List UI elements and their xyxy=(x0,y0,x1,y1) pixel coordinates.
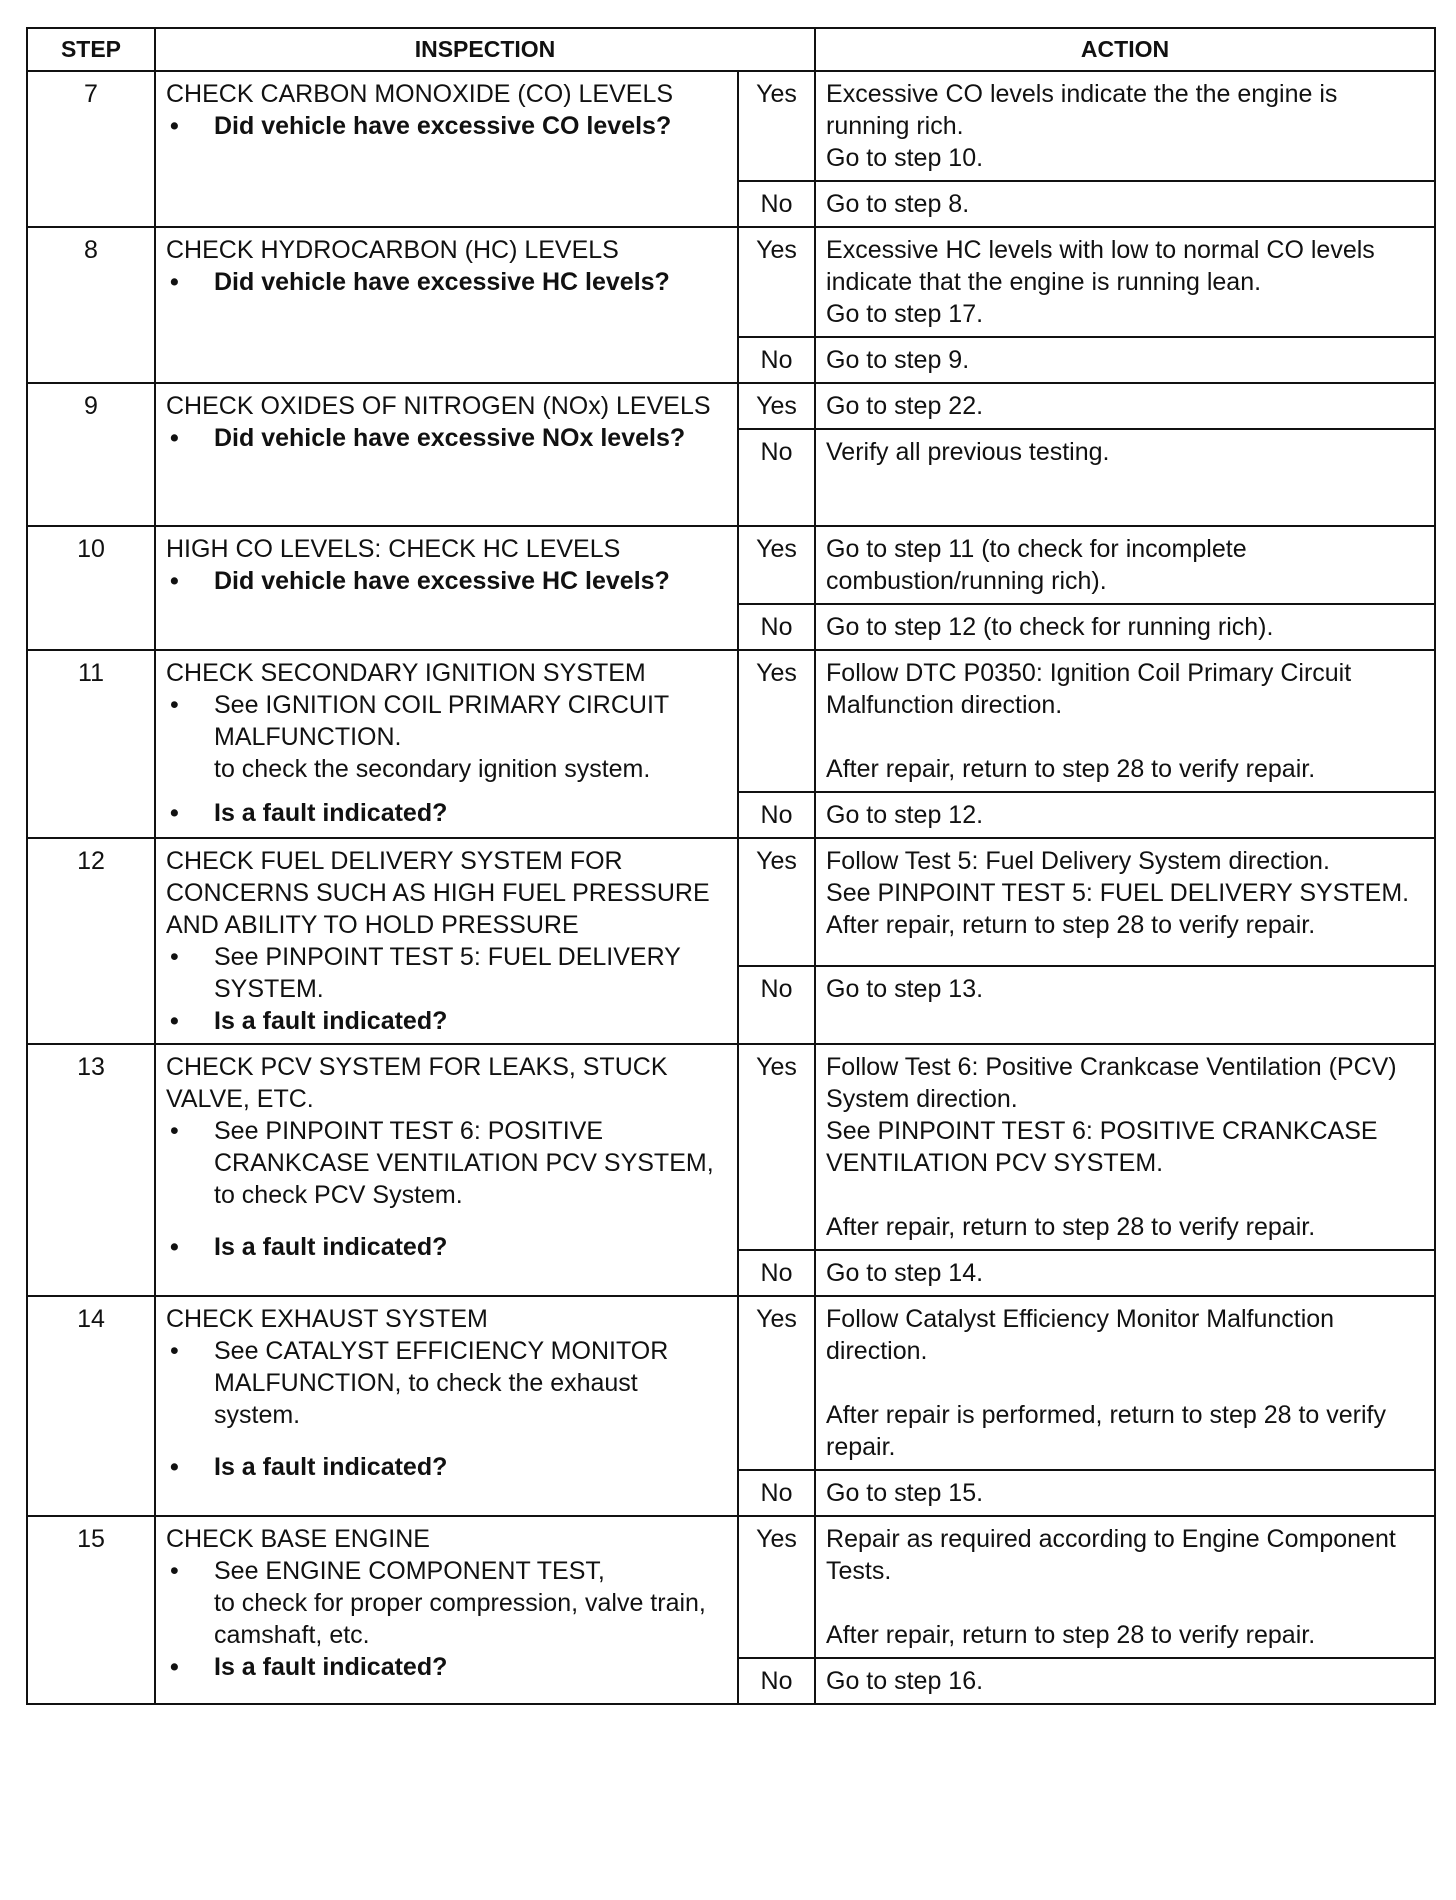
no-action: Go to step 13. xyxy=(815,966,1435,1044)
inspection-question: • Did vehicle have excessive HC levels? xyxy=(166,266,729,298)
table-row xyxy=(27,526,1435,604)
no-label: No xyxy=(738,429,815,526)
yes-action xyxy=(815,227,1435,337)
no-label: No xyxy=(738,792,815,838)
action-text: After repair, return to step 28 to verify repair. xyxy=(826,755,1316,783)
yes-action xyxy=(815,838,1435,966)
no-label: No xyxy=(738,604,815,650)
table-row xyxy=(27,1044,1435,1250)
yes-action xyxy=(815,1516,1435,1658)
inspection-question: • Is a fault indicated? xyxy=(166,797,729,829)
action-text: After repair, return to step 28 to verify repair. xyxy=(826,1213,1316,1241)
step-number: 10 xyxy=(27,526,155,650)
action-text: After repair, return to step 28 to verify repair. xyxy=(826,911,1316,939)
action-text: Follow Test 6: Positive Crankcase Ventilation (PCV) System direction. xyxy=(826,1053,1397,1113)
action-text: After repair is performed, return to step 28 to verify repair. xyxy=(826,1401,1386,1461)
yes-label: Yes xyxy=(738,1044,815,1250)
no-label: No xyxy=(738,1470,815,1516)
yes-action xyxy=(815,71,1435,181)
inspection-see-cont: to check the secondary ignition system. xyxy=(214,755,651,783)
step-number: 13 xyxy=(27,1044,155,1296)
inspection-question: • Did vehicle have excessive CO levels? xyxy=(166,110,729,142)
step-number: 15 xyxy=(27,1516,155,1704)
no-action: Go to step 14. xyxy=(815,1250,1435,1296)
yes-label: Yes xyxy=(738,227,815,337)
inspection-question: • Did vehicle have excessive HC levels? xyxy=(166,565,729,597)
yes-label: Yes xyxy=(738,650,815,792)
table-row xyxy=(27,1516,1435,1658)
action-text: Follow DTC P0350: Ignition Coil Primary Circuit Malfunction direction. xyxy=(826,659,1352,719)
action-text: Follow Catalyst Efficiency Monitor Malfunction direction. xyxy=(826,1305,1335,1365)
step-number: 7 xyxy=(27,71,155,227)
action-text: Go to step 17. xyxy=(826,300,984,328)
table-row xyxy=(27,650,1435,792)
diagnostic-page xyxy=(26,27,1434,1705)
no-action: Go to step 15. xyxy=(815,1470,1435,1516)
inspection-see: • See PINPOINT TEST 5: FUEL DELIVERY SYSTEM. xyxy=(166,941,729,1005)
inspection-see-cont: to check for proper compression, valve train, camshaft, etc. xyxy=(214,1589,706,1649)
no-label: No xyxy=(738,966,815,1044)
inspection-cell xyxy=(155,227,738,383)
action-text: Follow Test 5: Fuel Delivery System direction. xyxy=(826,847,1330,875)
inspection-cell xyxy=(155,650,738,838)
yes-action: Go to step 22. xyxy=(815,383,1435,429)
diagnostic-table xyxy=(26,27,1436,1705)
inspection-title: CHECK EXHAUST SYSTEM xyxy=(166,1305,488,1333)
inspection-title: CHECK CARBON MONOXIDE (CO) LEVELS xyxy=(166,80,674,108)
no-label: No xyxy=(738,1250,815,1296)
action-text: Repair as required according to Engine Component Tests. xyxy=(826,1525,1396,1585)
inspection-cell xyxy=(155,71,738,227)
no-label: No xyxy=(738,337,815,383)
inspection-title: CHECK HYDROCARBON (HC) LEVELS xyxy=(166,236,619,264)
table-row xyxy=(27,838,1435,966)
inspection-title: CHECK SECONDARY IGNITION SYSTEM xyxy=(166,659,646,687)
inspection-cell xyxy=(155,1516,738,1704)
table-row xyxy=(27,1296,1435,1470)
yes-label: Yes xyxy=(738,1516,815,1658)
inspection-cell xyxy=(155,383,738,526)
inspection-see: • See PINPOINT TEST 6: POSITIVE CRANKCASE VENTILATION PCV SYSTEM, to check PCV System. xyxy=(166,1115,729,1211)
yes-action xyxy=(815,650,1435,792)
inspection-title: CHECK PCV SYSTEM FOR LEAKS, STUCK VALVE, ETC. xyxy=(166,1053,668,1113)
yes-label: Yes xyxy=(738,526,815,604)
yes-label: Yes xyxy=(738,71,815,181)
inspection-question: • Is a fault indicated? xyxy=(166,1005,729,1037)
no-label: No xyxy=(738,181,815,227)
action-text: See PINPOINT TEST 6: POSITIVE CRANKCASE VENTILATION PCV SYSTEM. xyxy=(826,1117,1378,1177)
inspection-see: • See IGNITION COIL PRIMARY CIRCUIT MALFUNCTION. xyxy=(166,689,729,753)
inspection-cell xyxy=(155,526,738,650)
no-action: Go to step 12. xyxy=(815,792,1435,838)
inspection-question: • Did vehicle have excessive NOx levels? xyxy=(166,422,729,454)
table-row xyxy=(27,227,1435,337)
action-text: After repair, return to step 28 to verify repair. xyxy=(826,1621,1316,1649)
inspection-cell xyxy=(155,1044,738,1296)
yes-label: Yes xyxy=(738,1296,815,1470)
inspection-title: CHECK BASE ENGINE xyxy=(166,1525,430,1553)
step-number: 12 xyxy=(27,838,155,1044)
action-text: Excessive HC levels with low to normal CO levels indicate that the engine is running lean. xyxy=(826,236,1375,296)
inspection-question: • Is a fault indicated? xyxy=(166,1451,729,1483)
step-number: 9 xyxy=(27,383,155,526)
inspection-see: • See CATALYST EFFICIENCY MONITOR MALFUNCTION, to check the exhaust system. xyxy=(166,1335,729,1431)
yes-action: Go to step 11 (to check for incomplete combustion/running rich). xyxy=(815,526,1435,604)
no-action: Verify all previous testing. xyxy=(815,429,1435,526)
no-label: No xyxy=(738,1658,815,1704)
action-text: Excessive CO levels indicate the the engine is running rich. xyxy=(826,80,1338,140)
inspection-see: • See ENGINE COMPONENT TEST, xyxy=(166,1555,729,1587)
yes-label: Yes xyxy=(738,838,815,966)
yes-action xyxy=(815,1296,1435,1470)
header-action: ACTION xyxy=(815,28,1435,71)
header-step: STEP xyxy=(27,28,155,71)
step-number: 8 xyxy=(27,227,155,383)
table-row xyxy=(27,383,1435,429)
yes-action xyxy=(815,1044,1435,1250)
inspection-question: • Is a fault indicated? xyxy=(166,1651,729,1683)
inspection-title: CHECK FUEL DELIVERY SYSTEM FOR CONCERNS SUCH AS HIGH FUEL PRESSURE AND ABILITY TO HOLD PRESSURE xyxy=(166,847,710,939)
inspection-cell xyxy=(155,1296,738,1516)
action-text: See PINPOINT TEST 5: FUEL DELIVERY SYSTEM. xyxy=(826,879,1410,907)
no-action: Go to step 16. xyxy=(815,1658,1435,1704)
inspection-title: CHECK OXIDES OF NITROGEN (NOx) LEVELS xyxy=(166,392,711,420)
table-header xyxy=(27,28,1435,71)
header-inspection: INSPECTION xyxy=(155,28,815,71)
inspection-cell xyxy=(155,838,738,1044)
no-action: Go to step 12 (to check for running rich). xyxy=(815,604,1435,650)
table-row xyxy=(27,71,1435,181)
step-number: 11 xyxy=(27,650,155,838)
inspection-question: • Is a fault indicated? xyxy=(166,1231,729,1263)
yes-label: Yes xyxy=(738,383,815,429)
no-action: Go to step 8. xyxy=(815,181,1435,227)
inspection-title: HIGH CO LEVELS: CHECK HC LEVELS xyxy=(166,535,621,563)
action-text: Go to step 10. xyxy=(826,144,984,172)
step-number: 14 xyxy=(27,1296,155,1516)
no-action: Go to step 9. xyxy=(815,337,1435,383)
